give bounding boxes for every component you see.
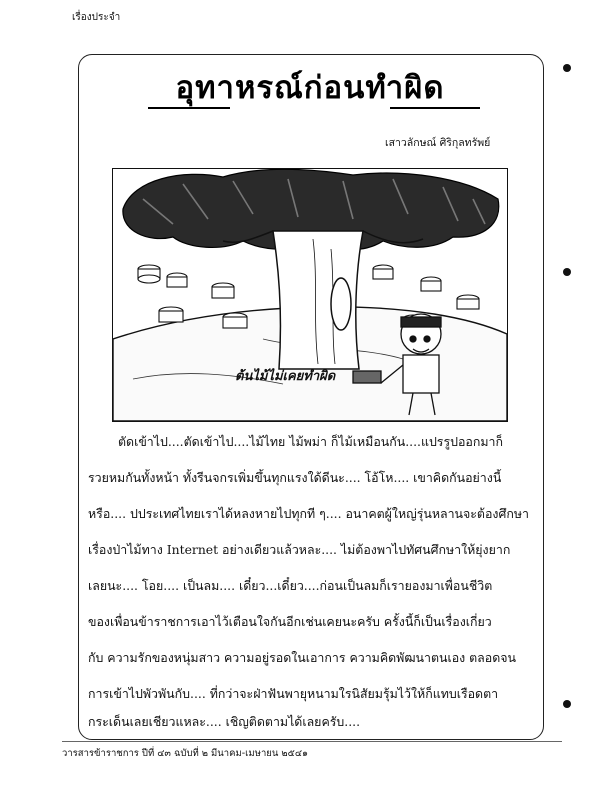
body-line-3: หรือ.... ปประเทศไทยเราได้หลงหายไปทุกที ๆ.... อนาคตผู้ใหญ่รุ่นหลานจะต้องศึกษา bbox=[88, 506, 529, 521]
footer-rule bbox=[62, 741, 562, 742]
body-line-2: รวยหมกันทั้งหน้า ทั้งรีนจกรเพิ่มขึ้นทุกแรงใด้ดีนะ.... โอ้โห.... เขาคิดกันอย่างนี้ bbox=[88, 470, 502, 485]
cartoon-illustration bbox=[112, 168, 508, 422]
binder-hole-top bbox=[563, 64, 571, 72]
title-rule-right bbox=[390, 107, 480, 109]
title-rule-left bbox=[148, 107, 230, 109]
article-title: อุทาหรณ์ก่อนทำผิด bbox=[175, 70, 445, 106]
body-line-9: กระเด็นเลยเชียวแหละ.... เชิญติดตามได้เลยครับ.... bbox=[88, 714, 361, 729]
body-line-5: เลยนะ.... โอย.... เป็นลม.... เดี๋ยว...เดี๋ยว....ก่อนเป็นลมก็เรายองมาเพื่อนชีวิต bbox=[88, 578, 493, 593]
body-line-1: ตัดเข้าไป....ตัดเข้าไป....ไม้ไทย ไม้พม่า ก็ไม้เหมือนกัน....แปรรูปออกมาก็ bbox=[118, 434, 503, 449]
body-line-4: เรื่องป่าไม้ทาง Internet อย่างเดียวแล้วหละ.... ไม่ต้องพาไปทัศนศึกษาให้ยุ่งยาก bbox=[88, 542, 511, 557]
body-line-7: กับ ความรักของหนุ่มสาว ความอยู่รอดในเอาการ ความคิดพัฒนาตนเอง ตลอดจน bbox=[88, 650, 516, 665]
article-author: เสาวลักษณ์ ศิริกุลทรัพย์ bbox=[385, 137, 491, 149]
cartoon-caption: ต้นไม้ไม่เคยทำผิด bbox=[235, 369, 336, 384]
binder-hole-bottom bbox=[563, 700, 571, 708]
footer-publication: วารสารข้าราชการ ปีที่ ๔๓ ฉบับที่ ๒ มีนาคม-เมษายน ๒๕๔๑ bbox=[62, 748, 309, 759]
body-line-6: ของเพื่อนข้าราชการเอาไว้เตือนใจกันอีกเช่นเคยนะครับ ครั้งนี้ก็เป็นเรื่องเกี่ยว bbox=[88, 614, 492, 629]
binder-hole-middle bbox=[563, 268, 571, 276]
section-label: เรื่องประจำ bbox=[72, 12, 121, 23]
body-line-8: การเข้าไปพัวพันกับ.... ที่กว่าจะฝ่าฟันพายุหนามใรนิสัยมรุ้มไว้ให้ก็แทบเรือดตา bbox=[88, 686, 499, 701]
